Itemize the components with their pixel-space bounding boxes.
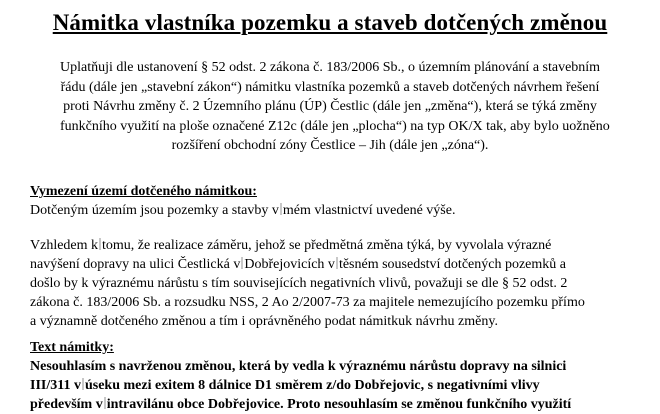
intro-paragraph	[60, 58, 610, 156]
paragraph-line: zákona č. 183/2006 Sb. a rozsudku NSS, 2 Ao 2/2007-73 za majitele nemezujícího pozemku přímo	[30, 295, 585, 310]
document-title: Námitka vlastníka pozemku a staveb dotčených změnou	[52, 10, 608, 35]
intro-line: funkčního využití na ploše označené Z12c (dále jen „plocha“) na typ OK/X tak, aby bylo uožněno	[60, 118, 610, 134]
paragraph-line: došlo by k výraznému nárůstu s tím souvisejících negativních vlivů, považuji se dle § 52 odst. 2	[30, 276, 568, 291]
section-affected-area	[30, 182, 455, 220]
text-cursor-mark	[336, 257, 338, 269]
paragraph-reasoning	[30, 236, 585, 331]
section-heading: Vymezení území dotčeného námitkou:	[30, 184, 257, 199]
objection-line: III/311 v úseku mezi exitem 8 dálnice D1 směrem z/do Dobřejovic, s negativními vlivy	[30, 378, 540, 393]
paragraph-line: Vzhledem k tomu, že realizace záměru, jehož se předmětná změna týká, by vyvolala výrazné	[30, 238, 552, 253]
section-heading: Text námitky:	[30, 340, 114, 355]
text-cursor-mark	[104, 397, 106, 409]
objection-line: především v intravilánu obce Dobřejovice. Proto nesouhlasím se změnou funkčního využití	[30, 397, 572, 412]
text-cursor-mark	[82, 378, 84, 390]
intro-line: řádu (dále jen „stavební zákon“) námitku vlastníka pozemků a staveb dotčených návrhem řešení	[60, 79, 600, 95]
intro-line: rozšíření obchodní zóny Čestlice – Jih (dále jen „zóna“).	[171, 138, 489, 153]
text-cursor-mark	[99, 238, 101, 250]
text-cursor-mark	[280, 203, 282, 215]
paragraph-line: navýšení dopravy na ulici Čestlická v Dobřejovicích v těsném sousedství dotčených pozemků a	[30, 257, 566, 272]
objection-line: Nesouhlasím s navrženou změnou, která by vedla k výraznému nárůstu dopravy na silnici	[30, 359, 567, 374]
intro-line: proti Návrhu změny č. 2 Územního plánu (ÚP) Čestlic (dále jen „změna“), která se týká změny	[63, 99, 597, 114]
intro-line: Uplatňuji dle ustanovení § 52 odst. 2 zákona č. 183/2006 Sb., o územním plánování a stavebním	[60, 60, 601, 75]
section-text: Dotčeným územím jsou pozemky a stavby v mém vlastnictví uvedené výše.	[30, 203, 456, 218]
section-objection-text	[30, 338, 571, 414]
paragraph-line: a významně dotčeného změnou a tím i oprávněného podat námitkuk návrhu změny.	[30, 314, 498, 329]
